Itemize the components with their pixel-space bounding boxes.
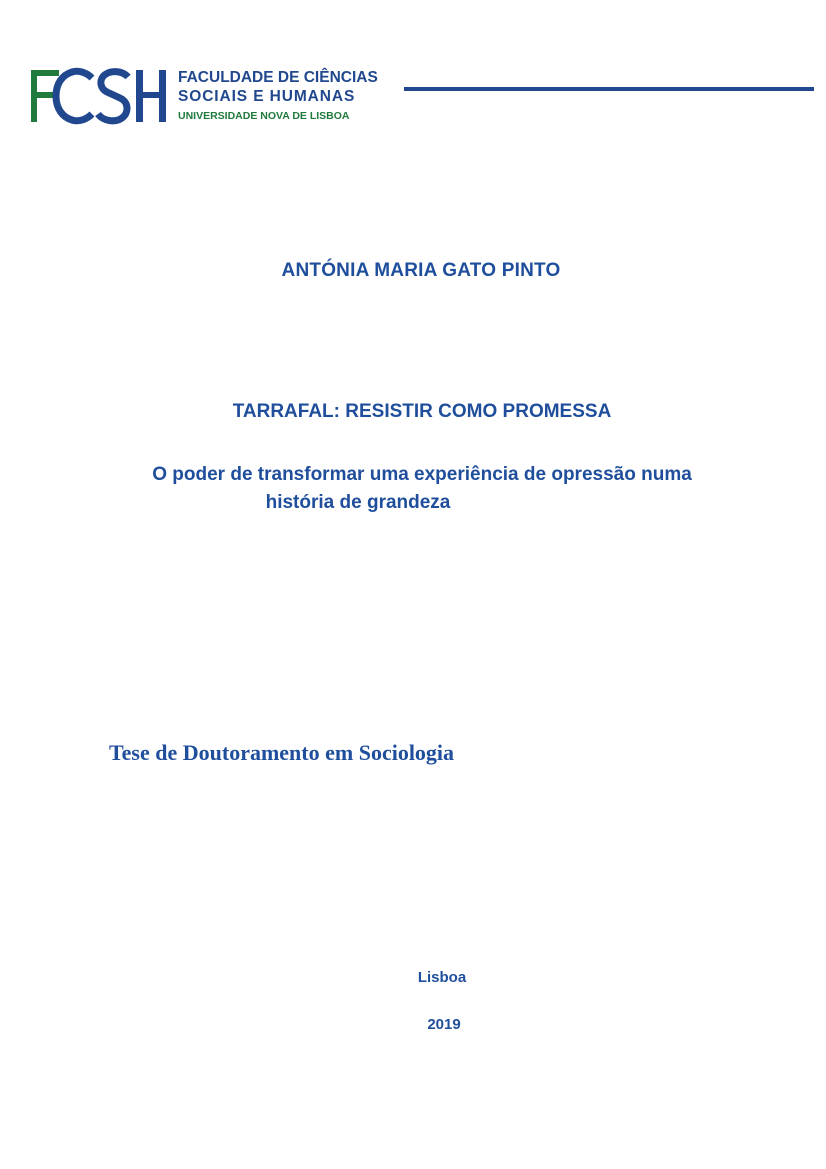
- logo-line-3: UNIVERSIDADE NOVA DE LISBOA: [178, 110, 350, 122]
- year: 2019: [427, 1016, 461, 1033]
- fcsh-logo: [28, 62, 378, 128]
- logo-line-1: FACULDADE DE CIÊNCIAS: [178, 69, 378, 86]
- page-header: [0, 0, 826, 140]
- subtitle-line-1: O poder de transformar uma experiência de opressão numa: [152, 464, 692, 485]
- subtitle-line-2: história de grandeza: [265, 492, 451, 513]
- thesis-type: Tese de Doutoramento em Sociologia: [109, 740, 455, 765]
- author-name: ANTÓNIA MARIA GATO PINTO: [281, 260, 561, 281]
- thesis-title: TARRAFAL: RESISTIR COMO PROMESSA: [232, 401, 612, 422]
- logo-line-2: SOCIAIS E HUMANAS: [178, 88, 356, 105]
- header-rule: [404, 87, 814, 91]
- place: Lisboa: [417, 969, 467, 986]
- thesis-subtitle: [100, 461, 744, 517]
